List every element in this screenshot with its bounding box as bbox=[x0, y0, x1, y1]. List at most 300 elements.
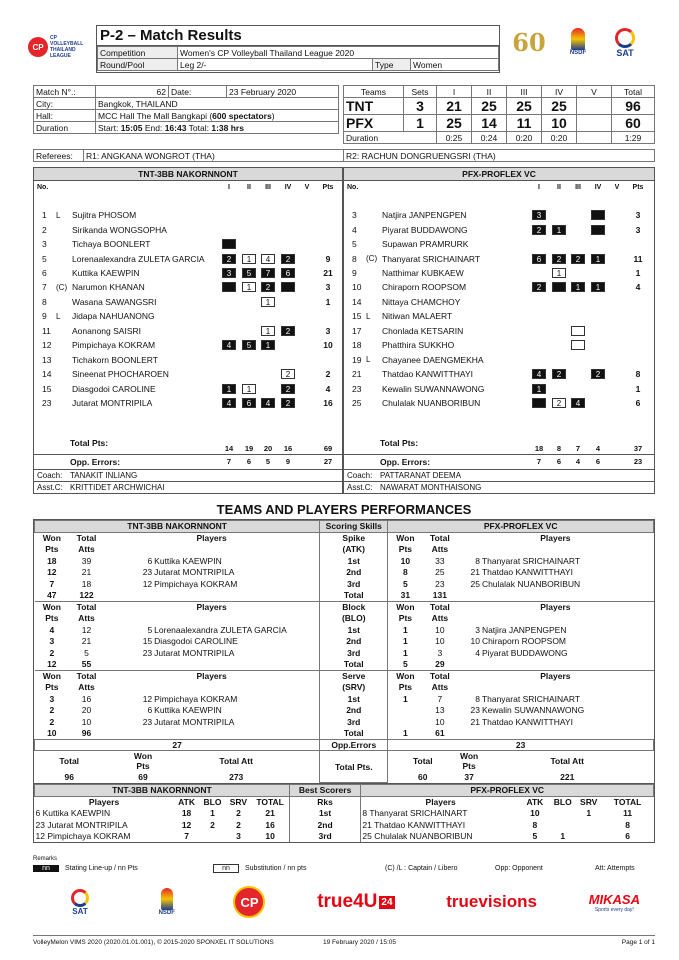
player-number: 15 bbox=[42, 383, 52, 394]
player-number: 14 bbox=[352, 296, 362, 307]
type-value: Women bbox=[411, 59, 499, 71]
performance-table bbox=[33, 519, 655, 784]
set-marker: 1 bbox=[552, 225, 566, 235]
player-points: 11 bbox=[633, 253, 643, 264]
footer-page: Page 1 of 1 bbox=[621, 939, 655, 946]
total-atts: 7 bbox=[437, 693, 443, 704]
player-row bbox=[34, 208, 342, 222]
player-name: Sirikanda WONGSOPHA bbox=[72, 224, 167, 235]
skill-code: (SRV) bbox=[320, 682, 388, 694]
won-pts: 8 bbox=[403, 567, 408, 578]
hall-value: MCC Hall The Mall Bangkapi (600 spectators) bbox=[96, 110, 339, 122]
perf-total-row: 12 55 Total 5 29 bbox=[35, 659, 654, 671]
player-number: 9 bbox=[352, 267, 357, 278]
referee-2: R2: RACHUN DONGRUENGSRI (THA) bbox=[344, 150, 655, 162]
total-pts-value: 20 bbox=[263, 444, 273, 453]
opp-errors-value: 5 bbox=[265, 457, 271, 466]
footer bbox=[33, 935, 655, 946]
player-number: 3 bbox=[475, 624, 480, 635]
rank: 1st bbox=[320, 693, 388, 705]
total-atts: 33 bbox=[435, 555, 445, 566]
set-marker: 6 bbox=[532, 254, 546, 264]
asst-coach-name: KRITTIDET ARCHWICHAI bbox=[70, 483, 165, 492]
player-name: Sineenat PHOCHAROEN bbox=[72, 369, 169, 380]
total-pts-value: 8 bbox=[556, 444, 562, 453]
player-points: 21 bbox=[323, 267, 333, 278]
set-marker: 1 bbox=[242, 282, 256, 292]
player-name: Chulalak NUANBORIBUN bbox=[481, 578, 581, 589]
roster-head bbox=[344, 184, 654, 196]
perf-player-row bbox=[35, 705, 654, 717]
player-points: 10 bbox=[323, 340, 333, 351]
best-scorer-row bbox=[35, 819, 654, 831]
best-blo bbox=[550, 819, 576, 831]
player-row bbox=[34, 338, 342, 352]
player-name: Phatthira SUKKHO bbox=[382, 340, 455, 351]
player-number: 4 bbox=[475, 647, 480, 658]
perf-player-row bbox=[35, 624, 654, 636]
sponsor-truevisions-logo: truevisions bbox=[446, 892, 537, 911]
player-row bbox=[34, 367, 342, 381]
player-name: Tichaya BOONLERT bbox=[72, 239, 151, 250]
set-marker bbox=[552, 282, 566, 292]
player-points: 4 bbox=[635, 282, 641, 293]
player-name: Thatdao KANWITTHAYI bbox=[481, 567, 573, 578]
set-marker: 2 bbox=[261, 282, 275, 292]
roster-b bbox=[343, 167, 655, 494]
best-player-b: 21 Thatdao KANWITTHAYI bbox=[362, 819, 466, 830]
best-team-b: PFX-PROFLEX VC bbox=[361, 785, 654, 797]
player-name: Kewalin SUWANNAWONG bbox=[382, 383, 485, 394]
set-marker: 6 bbox=[281, 268, 295, 278]
player-name: Piyarat BUDDAWONG bbox=[382, 224, 468, 235]
player-points: 16 bbox=[323, 398, 333, 409]
player-number: 19 bbox=[352, 354, 362, 365]
coach-row: Coach: PATTARANAT DEEMA bbox=[344, 469, 654, 481]
player-points: 1 bbox=[325, 296, 331, 307]
best-blo: 2 bbox=[210, 819, 215, 830]
opp-errors-row: 27 Opp.Errors 23 bbox=[35, 739, 654, 751]
won-pts: 3 bbox=[49, 693, 55, 704]
captain-legend: (C) /L : Captain / Libero bbox=[385, 865, 458, 872]
best-srv bbox=[576, 819, 602, 831]
player-number: 6 bbox=[42, 267, 47, 278]
asst-coach-row: Asst.C: NAWARAT MONTHAISONG bbox=[344, 481, 654, 493]
perf-player-row bbox=[35, 647, 654, 659]
best-label: Best Scorers bbox=[289, 785, 361, 797]
player-points: 3 bbox=[325, 282, 331, 293]
player-row bbox=[34, 295, 342, 309]
set-marker: 1 bbox=[571, 282, 585, 292]
player-name: Wasana SAWANGSRI bbox=[72, 296, 157, 307]
best-srv: 3 bbox=[236, 831, 241, 842]
won-pts: 4 bbox=[49, 624, 55, 635]
pts-head: Pts bbox=[322, 184, 334, 191]
best-total: 10 bbox=[265, 831, 275, 842]
best-total: 6 bbox=[625, 831, 630, 842]
best-srv: 1 bbox=[586, 808, 592, 819]
perf-head-row: Won Total Players Block Won Total Players bbox=[42, 602, 571, 612]
total-atts: 18 bbox=[81, 578, 92, 589]
best-srv bbox=[576, 831, 602, 843]
total-pts-value: 19 bbox=[244, 444, 254, 453]
best-blo: 1 bbox=[210, 808, 215, 819]
total-pts-row bbox=[344, 438, 654, 454]
rank: 3rd bbox=[320, 647, 388, 659]
set-marker: 6 bbox=[242, 398, 256, 408]
player-number: 5 bbox=[42, 253, 47, 264]
player-row bbox=[34, 266, 342, 280]
set-marker bbox=[591, 210, 605, 220]
set-head: IV bbox=[284, 184, 292, 191]
set-head: II bbox=[247, 184, 251, 191]
set-marker: 2 bbox=[591, 369, 605, 379]
rank: 3rd bbox=[320, 716, 388, 728]
player-name: Diasgodoi CAROLINE bbox=[72, 383, 156, 394]
perf-team-b: PFX-PROFLEX VC bbox=[388, 521, 654, 533]
rank: 1st bbox=[289, 808, 361, 820]
set-marker: 1 bbox=[242, 384, 256, 394]
best-atk: 5 bbox=[532, 831, 538, 842]
player-number: 21 bbox=[352, 369, 362, 380]
best-player-a: 23 Jutarat MONTRIPILA bbox=[35, 819, 128, 830]
player-name: Chiraporn ROOPSOM bbox=[481, 636, 567, 647]
sixty-logo: 60 bbox=[512, 28, 546, 57]
player-number: 15 bbox=[142, 636, 153, 647]
opp-errors-value: 6 bbox=[556, 457, 562, 466]
remarks bbox=[33, 856, 655, 873]
player-row bbox=[344, 280, 654, 294]
set-marker: 1 bbox=[222, 384, 236, 394]
pts-head: Pts bbox=[632, 184, 644, 191]
opp-errors-row bbox=[344, 454, 654, 468]
player-number: 23 bbox=[470, 705, 480, 716]
best-player-a: 12 Pimpichaya KOKRAM bbox=[35, 831, 131, 842]
best-blo bbox=[550, 808, 576, 820]
player-row bbox=[344, 295, 654, 309]
player-row bbox=[344, 208, 654, 222]
set-marker bbox=[222, 239, 236, 249]
sub-swatch: nn bbox=[213, 864, 239, 873]
best-srv: 2 bbox=[236, 808, 241, 819]
player-row bbox=[34, 222, 342, 236]
set-marker: 1 bbox=[591, 282, 605, 292]
player-points: 1 bbox=[635, 383, 641, 394]
player-number: 23 bbox=[42, 398, 52, 409]
player-name: Piyarat BUDDAWONG bbox=[481, 647, 568, 658]
player-name: Aonanong SAISRI bbox=[72, 325, 141, 336]
footer-date: 19 February 2020 / 15:05 bbox=[323, 939, 396, 946]
round-label: Round/Pool bbox=[98, 59, 178, 71]
set-marker: 5 bbox=[242, 268, 256, 278]
player-name: Pimpichaya KOKRAM bbox=[72, 340, 156, 351]
team-b-code: PFX bbox=[344, 115, 404, 132]
best-blo: 1 bbox=[560, 831, 566, 842]
player-points: 2 bbox=[325, 369, 331, 380]
total-pts-row bbox=[34, 438, 342, 454]
won-pts: 1 bbox=[403, 636, 408, 647]
total-pts-label: Total Pts: bbox=[70, 438, 109, 448]
best-player-b: 25 Chulalak NUANBORIBUN bbox=[362, 831, 473, 842]
won-pts: 5 bbox=[403, 578, 408, 589]
header-box bbox=[96, 25, 500, 73]
perf-player-row bbox=[35, 578, 654, 590]
set-marker bbox=[281, 282, 295, 292]
won-pts bbox=[388, 716, 423, 728]
opp-errors-row bbox=[34, 454, 342, 468]
total-atts: 5 bbox=[84, 647, 89, 658]
total-atts: 13 bbox=[435, 705, 445, 716]
skill-name: Serve bbox=[320, 670, 388, 682]
player-number: 14 bbox=[42, 369, 52, 380]
perf-player-row bbox=[35, 693, 654, 705]
player-name: Kuttika KAEWPIN bbox=[72, 267, 140, 278]
roster-a bbox=[33, 167, 343, 494]
set-marker: 1 bbox=[242, 254, 256, 264]
rank: 3rd bbox=[289, 831, 361, 843]
player-role: L bbox=[56, 311, 61, 321]
won-pts: 18 bbox=[47, 555, 57, 566]
player-row bbox=[34, 280, 342, 294]
perf-player-row bbox=[35, 567, 654, 579]
nsdf-logo bbox=[565, 28, 591, 64]
won-pts: 10 bbox=[400, 555, 411, 566]
player-number: 3 bbox=[42, 239, 47, 250]
set-marker: 4 bbox=[261, 254, 275, 264]
brand-text: CP VOLLEYBALL THAILAND LEAGUE bbox=[50, 35, 84, 59]
perf-player-row bbox=[35, 636, 654, 648]
player-row bbox=[34, 237, 342, 251]
best-atk: 10 bbox=[530, 808, 540, 819]
match-no-label: Match N°.: bbox=[34, 86, 96, 98]
player-number: 2 bbox=[42, 224, 47, 235]
set-head: I bbox=[228, 184, 230, 191]
player-row bbox=[344, 266, 654, 280]
best-team-a: TNT-3BB NAKORNNONT bbox=[35, 785, 290, 797]
match-no: 62 bbox=[96, 86, 169, 98]
player-number: 10 bbox=[470, 636, 480, 647]
competition-value: Women's CP Volleyball Thailand League 2020 bbox=[178, 47, 499, 59]
total-pts-value: 16 bbox=[283, 444, 293, 453]
skill-code: (BLO) bbox=[320, 613, 388, 625]
set-marker: 7 bbox=[261, 268, 275, 278]
player-number: 23 bbox=[142, 567, 153, 578]
player-number: 12 bbox=[142, 693, 153, 704]
player-points: 6 bbox=[635, 398, 641, 409]
player-row bbox=[34, 324, 342, 338]
player-name: Kuttika KAEWPIN bbox=[154, 705, 222, 716]
perf-subhead-row: Pts Atts (SRV) Pts Atts bbox=[45, 682, 449, 693]
player-row bbox=[34, 353, 342, 367]
player-name: Chiraporn ROOPSOM bbox=[382, 282, 467, 293]
sponsor-true4u-logo: true4U 24 bbox=[317, 891, 393, 912]
player-row bbox=[344, 367, 654, 381]
total-atts: 10 bbox=[435, 636, 445, 647]
roster-team-name: PFX-PROFLEX VC bbox=[344, 168, 654, 181]
rank: 2nd bbox=[320, 567, 388, 579]
won-pts: 7 bbox=[49, 578, 55, 589]
set-marker: 2 bbox=[222, 254, 236, 264]
referee-1: R1: ANGKANA WONGROT (THA) bbox=[84, 150, 344, 162]
opp-errors-value: 4 bbox=[575, 457, 581, 466]
set-marker bbox=[571, 326, 585, 336]
perf-total-row: 47 122 Total 31 131 bbox=[35, 590, 654, 602]
player-name: Pimpichaya KOKRAM bbox=[154, 578, 238, 589]
set-marker: 2 bbox=[552, 254, 566, 264]
best-scorer-row bbox=[35, 831, 654, 843]
player-role: (C) bbox=[56, 282, 68, 292]
player-number: 23 bbox=[352, 383, 362, 394]
player-number: 11 bbox=[42, 325, 51, 336]
player-number: 13 bbox=[42, 354, 52, 365]
set-head: II bbox=[557, 184, 561, 191]
player-number: 8 bbox=[352, 253, 357, 264]
set-head: III bbox=[575, 184, 581, 191]
player-name: Thatdao KANWITTHAYI bbox=[382, 369, 474, 380]
rank: 2nd bbox=[320, 636, 388, 648]
set-marker: 4 bbox=[532, 369, 546, 379]
best-total: 8 bbox=[625, 819, 630, 830]
opp-errors-value: 27 bbox=[323, 457, 333, 466]
player-number: 17 bbox=[352, 325, 362, 336]
perf-total-row: 10 96 Total 1 61 bbox=[35, 728, 654, 740]
sub-legend: Substitution / nn pts bbox=[245, 865, 307, 872]
total-atts: 23 bbox=[435, 578, 445, 589]
best-total: 21 bbox=[265, 808, 275, 819]
best-head-row: Players ATK BLO SRV TOTAL Rks Players ATK BLO SRV TOTAL bbox=[88, 797, 642, 807]
player-name: Supawan PRAMRURK bbox=[382, 239, 469, 250]
starting-swatch: nn bbox=[33, 865, 59, 872]
player-number: 3 bbox=[352, 210, 357, 221]
page-title: P-2 – Match Results bbox=[97, 26, 499, 46]
rank: 1st bbox=[320, 555, 388, 567]
set-marker: 1 bbox=[261, 340, 275, 350]
set-marker: 4 bbox=[222, 398, 236, 408]
player-points: 3 bbox=[325, 325, 331, 336]
player-row bbox=[34, 381, 342, 395]
set-marker bbox=[532, 398, 546, 408]
player-number: 8 bbox=[42, 296, 47, 307]
starting-legend: Stating Line-up / nn Pts bbox=[65, 865, 138, 872]
player-name: Natjira JANPENGPEN bbox=[481, 624, 567, 635]
player-name: Nitiwan MALAERT bbox=[382, 311, 453, 322]
player-points: 4 bbox=[325, 383, 331, 394]
player-row bbox=[344, 251, 654, 265]
player-name: Thatdao KANWITTHAYI bbox=[481, 716, 573, 727]
player-name: Natthimar KUBKAEW bbox=[382, 267, 464, 278]
perf-head-row: Won Total Players Serve Won Total Players bbox=[42, 671, 571, 681]
player-name: Kewalin SUWANNAWONG bbox=[481, 705, 585, 716]
cp-league-logo: CP CP VOLLEYBALL THAILAND LEAGUE bbox=[28, 36, 88, 58]
best-atk: 12 bbox=[181, 819, 192, 830]
set-scores: Teams Sets I II III IV V Total TNT 3 21 25 25 25 96 PFX 1 25 14 11 10 60 Duration 0:25 0:24 0:20 0:20 1:29 bbox=[343, 85, 655, 144]
set-marker: 1 bbox=[552, 268, 566, 278]
won-pts: 2 bbox=[49, 705, 55, 716]
type-label: Type bbox=[373, 59, 411, 71]
opp-errors-value: 23 bbox=[633, 457, 643, 466]
player-name: Tichakorn BOONLERT bbox=[72, 354, 158, 365]
rank: 2nd bbox=[289, 819, 361, 831]
player-row bbox=[34, 309, 342, 323]
set-marker bbox=[591, 225, 605, 235]
sponsor-cp-logo: CP bbox=[233, 886, 265, 918]
player-role: L bbox=[56, 210, 61, 220]
set-head: V bbox=[304, 184, 310, 191]
match-info bbox=[33, 85, 339, 134]
best-player-a: 6 Kuttika KAEWPIN bbox=[35, 808, 111, 819]
total-pts-value: 37 bbox=[633, 444, 643, 453]
player-points: 9 bbox=[325, 253, 331, 264]
player-row bbox=[34, 251, 342, 265]
roster-head bbox=[34, 184, 342, 196]
best-scorers bbox=[33, 783, 655, 843]
perf-team-a: TNT-3BB NAKORNNONT bbox=[35, 521, 320, 533]
won-pts: 1 bbox=[403, 647, 408, 658]
player-name: Chayanee DAENGMEKHA bbox=[382, 354, 484, 365]
total-atts: 25 bbox=[435, 567, 445, 578]
set-marker bbox=[222, 282, 236, 292]
player-points: 8 bbox=[635, 369, 641, 380]
best-total: 16 bbox=[265, 819, 275, 830]
opp-errors-value: 7 bbox=[536, 457, 542, 466]
nsdf-text: NSDF bbox=[569, 50, 587, 56]
set-marker: 2 bbox=[571, 254, 585, 264]
perf-player-row bbox=[35, 555, 654, 567]
player-number: 8 bbox=[475, 555, 480, 566]
set-head: V bbox=[614, 184, 620, 191]
total-pts-value: 18 bbox=[534, 444, 544, 453]
roster-team-name: TNT-3BB NAKORNNONT bbox=[34, 168, 342, 181]
total-atts: 12 bbox=[81, 624, 92, 635]
player-points: 3 bbox=[635, 224, 641, 235]
perf-subhead-row: Pts Atts (ATK) Pts Atts bbox=[45, 544, 449, 555]
player-row bbox=[344, 381, 654, 395]
player-row bbox=[344, 396, 654, 410]
won-pts: 1 bbox=[403, 624, 408, 635]
player-name: Jutarat MONTRIPILA bbox=[72, 398, 153, 409]
player-number: 5 bbox=[147, 624, 153, 635]
city-value: Bangkok, THAILAND bbox=[96, 98, 339, 110]
player-number: 6 bbox=[147, 555, 153, 566]
opp-legend: Opp: Opponent bbox=[495, 865, 543, 872]
player-name: Lorenaalexandra ZULETA GARCIA bbox=[154, 624, 287, 635]
total-atts: 3 bbox=[437, 647, 443, 658]
player-role: (C) bbox=[366, 254, 378, 264]
asst-coach-name: NAWARAT MONTHAISONG bbox=[380, 483, 482, 492]
perf-head-row: Won Total Players Spike Won Total Players bbox=[42, 533, 571, 543]
opp-errors-value: 6 bbox=[246, 457, 252, 466]
total-pts-label: Total Pts: bbox=[380, 438, 419, 448]
best-player-b: 8 Thanyarat SRICHAINART bbox=[362, 808, 468, 819]
player-role: L bbox=[366, 355, 371, 365]
coach-row: Coach: TANAKIT INLIANG bbox=[34, 469, 342, 481]
totals-head-row: Total Won Pts Total Att Total Pts. Total Won Pts Total Att bbox=[35, 751, 654, 772]
best-atk: 18 bbox=[181, 808, 192, 819]
player-name: Thanyarat SRICHAINART bbox=[382, 253, 481, 264]
player-name: Natjira JANPENGPEN bbox=[382, 210, 467, 221]
player-number: 23 bbox=[142, 716, 153, 727]
round-value: Leg 2/- bbox=[178, 59, 373, 71]
team-a-code: TNT bbox=[344, 98, 404, 115]
coach-name: TANAKIT INLIANG bbox=[70, 471, 138, 480]
city-label: City: bbox=[34, 98, 96, 110]
player-number: 21 bbox=[470, 567, 480, 578]
player-number: 7 bbox=[42, 282, 47, 293]
player-row bbox=[344, 324, 654, 338]
rank: 2nd bbox=[320, 705, 388, 717]
best-blo bbox=[200, 831, 226, 843]
won-pts: 3 bbox=[49, 636, 55, 647]
